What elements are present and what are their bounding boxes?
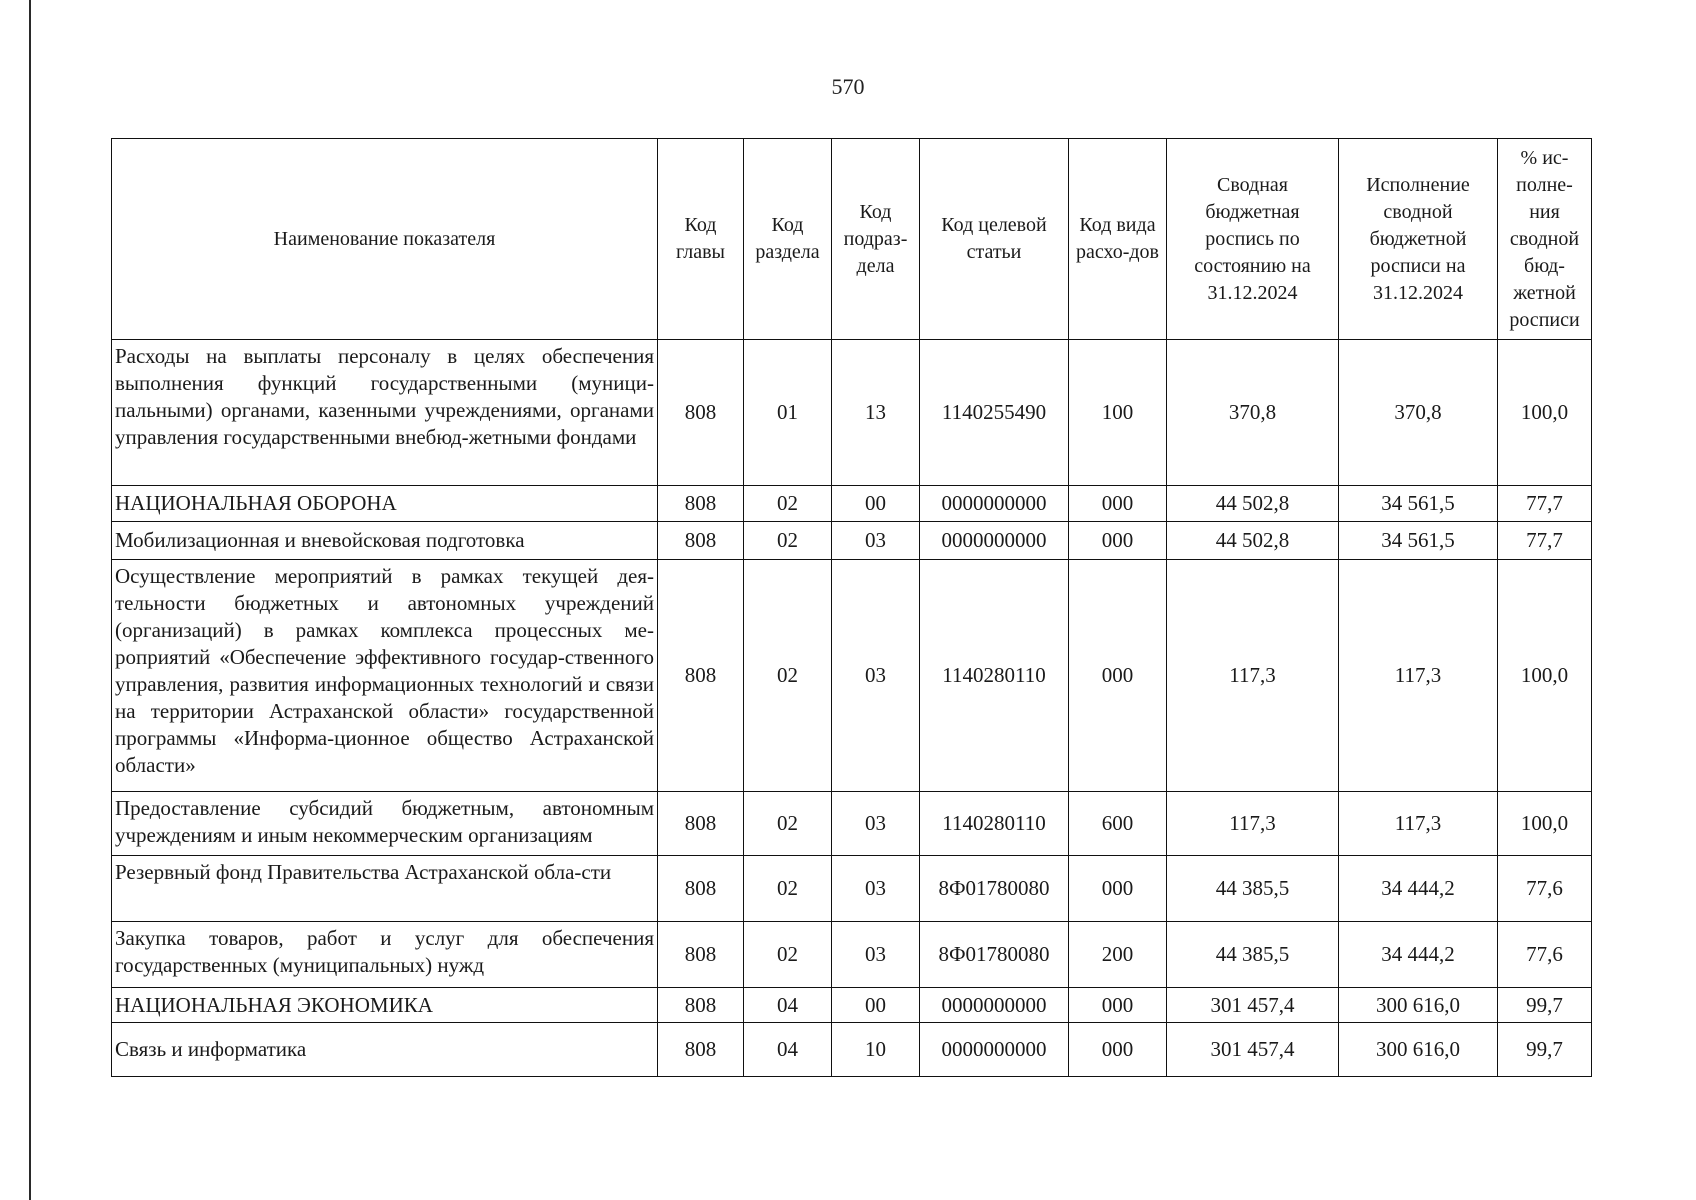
row-actual: 34 444,2 bbox=[1339, 922, 1498, 988]
row-chapter-code: 808 bbox=[658, 856, 744, 922]
row-actual: 370,8 bbox=[1339, 340, 1498, 486]
row-target-code: 0000000000 bbox=[920, 486, 1069, 522]
row-expense-type-code: 000 bbox=[1069, 988, 1167, 1023]
row-name: Связь и информатика bbox=[112, 1023, 658, 1077]
row-plan: 44 502,8 bbox=[1167, 522, 1339, 560]
row-chapter-code: 808 bbox=[658, 922, 744, 988]
header-plan: Сводная бюджетная роспись по состоянию на 31.12.2024 bbox=[1167, 139, 1339, 340]
row-target-code: 8Ф01780080 bbox=[920, 856, 1069, 922]
row-expense-type-code: 000 bbox=[1069, 560, 1167, 792]
row-expense-type-code: 000 bbox=[1069, 856, 1167, 922]
row-section-code: 02 bbox=[744, 486, 832, 522]
row-expense-type-code: 200 bbox=[1069, 922, 1167, 988]
row-actual: 34 561,5 bbox=[1339, 522, 1498, 560]
row-expense-type-code: 600 bbox=[1069, 792, 1167, 856]
table-header bbox=[112, 139, 1592, 340]
row-expense-type-code: 100 bbox=[1069, 340, 1167, 486]
header-name: Наименование показателя bbox=[112, 139, 658, 340]
row-target-code: 1140255490 bbox=[920, 340, 1069, 486]
table-row bbox=[112, 522, 1592, 560]
row-plan: 44 385,5 bbox=[1167, 922, 1339, 988]
row-plan: 301 457,4 bbox=[1167, 988, 1339, 1023]
row-subsection-code: 00 bbox=[832, 486, 920, 522]
row-actual: 117,3 bbox=[1339, 792, 1498, 856]
page-number: 570 bbox=[831, 74, 865, 99]
row-subsection-code: 03 bbox=[832, 922, 920, 988]
row-section-code: 02 bbox=[744, 792, 832, 856]
left-margin-line bbox=[29, 0, 31, 1200]
row-target-code: 0000000000 bbox=[920, 522, 1069, 560]
budget-execution-table bbox=[111, 138, 1592, 1077]
row-plan: 370,8 bbox=[1167, 340, 1339, 486]
row-percent: 77,7 bbox=[1498, 486, 1592, 522]
row-percent: 100,0 bbox=[1498, 792, 1592, 856]
row-name: Резервный фонд Правительства Астраханской обла-сти bbox=[112, 856, 658, 922]
row-plan: 44 385,5 bbox=[1167, 856, 1339, 922]
row-subsection-code: 03 bbox=[832, 560, 920, 792]
row-subsection-code: 03 bbox=[832, 522, 920, 560]
header-row bbox=[112, 139, 1592, 340]
row-plan: 117,3 bbox=[1167, 560, 1339, 792]
row-chapter-code: 808 bbox=[658, 792, 744, 856]
row-percent: 99,7 bbox=[1498, 988, 1592, 1023]
table-row bbox=[112, 486, 1592, 522]
row-percent: 77,6 bbox=[1498, 922, 1592, 988]
table-row bbox=[112, 1023, 1592, 1077]
row-expense-type-code: 000 bbox=[1069, 1023, 1167, 1077]
row-subsection-code: 00 bbox=[832, 988, 920, 1023]
row-percent: 77,7 bbox=[1498, 522, 1592, 560]
row-section-code: 04 bbox=[744, 1023, 832, 1077]
row-percent: 100,0 bbox=[1498, 560, 1592, 792]
row-subsection-code: 03 bbox=[832, 792, 920, 856]
table-row bbox=[112, 856, 1592, 922]
row-target-code: 0000000000 bbox=[920, 988, 1069, 1023]
header-subsection-code: Код подраз-дела bbox=[832, 139, 920, 340]
table-row bbox=[112, 922, 1592, 988]
row-name: Осуществление мероприятий в рамках текущей дея-тельности бюджетных и автономных учреждений (организаций) в рамках комплекса процессных ме-роприятий «Обеспечение эффективного государ-ственного управления, развития информационных технологий и связи на территории Астраханской области» государственной программы «Информа-ционное общество Астраханской области» bbox=[112, 560, 658, 792]
table-row bbox=[112, 340, 1592, 486]
header-expense-type-code: Код вида расхо-дов bbox=[1069, 139, 1167, 340]
row-actual: 34 561,5 bbox=[1339, 486, 1498, 522]
row-target-code: 1140280110 bbox=[920, 560, 1069, 792]
row-plan: 117,3 bbox=[1167, 792, 1339, 856]
table-row bbox=[112, 560, 1592, 792]
row-name: Предоставление субсидий бюджетным, автономным учреждениям и иным некоммерческим организациям bbox=[112, 792, 658, 856]
row-chapter-code: 808 bbox=[658, 340, 744, 486]
row-percent: 99,7 bbox=[1498, 1023, 1592, 1077]
row-percent: 77,6 bbox=[1498, 856, 1592, 922]
row-section-code: 04 bbox=[744, 988, 832, 1023]
row-target-code: 1140280110 bbox=[920, 792, 1069, 856]
row-chapter-code: 808 bbox=[658, 522, 744, 560]
row-chapter-code: 808 bbox=[658, 486, 744, 522]
row-percent: 100,0 bbox=[1498, 340, 1592, 486]
row-target-code: 0000000000 bbox=[920, 1023, 1069, 1077]
row-section-code: 02 bbox=[744, 856, 832, 922]
row-subsection-code: 03 bbox=[832, 856, 920, 922]
header-percent: % ис-полне-ния сводной бюд-жетной росписи bbox=[1498, 139, 1592, 340]
row-plan: 44 502,8 bbox=[1167, 486, 1339, 522]
row-name: Закупка товаров, работ и услуг для обеспечения государственных (муниципальных) нужд bbox=[112, 922, 658, 988]
row-plan: 301 457,4 bbox=[1167, 1023, 1339, 1077]
row-subsection-code: 13 bbox=[832, 340, 920, 486]
table-row bbox=[112, 988, 1592, 1023]
header-section-code: Код раздела bbox=[744, 139, 832, 340]
table-row bbox=[112, 792, 1592, 856]
row-expense-type-code: 000 bbox=[1069, 522, 1167, 560]
header-chapter-code: Код главы bbox=[658, 139, 744, 340]
row-section-code: 02 bbox=[744, 522, 832, 560]
row-actual: 300 616,0 bbox=[1339, 988, 1498, 1023]
row-actual: 117,3 bbox=[1339, 560, 1498, 792]
row-actual: 34 444,2 bbox=[1339, 856, 1498, 922]
row-section-code: 02 bbox=[744, 560, 832, 792]
row-section-code: 02 bbox=[744, 922, 832, 988]
row-name: НАЦИОНАЛЬНАЯ ЭКОНОМИКА bbox=[112, 988, 658, 1023]
row-name: Мобилизационная и вневойсковая подготовка bbox=[112, 522, 658, 560]
row-chapter-code: 808 bbox=[658, 560, 744, 792]
row-expense-type-code: 000 bbox=[1069, 486, 1167, 522]
row-actual: 300 616,0 bbox=[1339, 1023, 1498, 1077]
header-target-code: Код целевой статьи bbox=[920, 139, 1069, 340]
table-body bbox=[112, 340, 1592, 1077]
header-actual: Исполнение сводной бюджетной росписи на 31.12.2024 bbox=[1339, 139, 1498, 340]
row-chapter-code: 808 bbox=[658, 1023, 744, 1077]
row-chapter-code: 808 bbox=[658, 988, 744, 1023]
row-target-code: 8Ф01780080 bbox=[920, 922, 1069, 988]
row-name: Расходы на выплаты персоналу в целях обеспечения выполнения функций государственными (муници-пальными) органами, казенными учреждениями, органами управления государственными внебюд-жетными фондами bbox=[112, 340, 658, 486]
row-section-code: 01 bbox=[744, 340, 832, 486]
row-name: НАЦИОНАЛЬНАЯ ОБОРОНА bbox=[112, 486, 658, 522]
row-subsection-code: 10 bbox=[832, 1023, 920, 1077]
